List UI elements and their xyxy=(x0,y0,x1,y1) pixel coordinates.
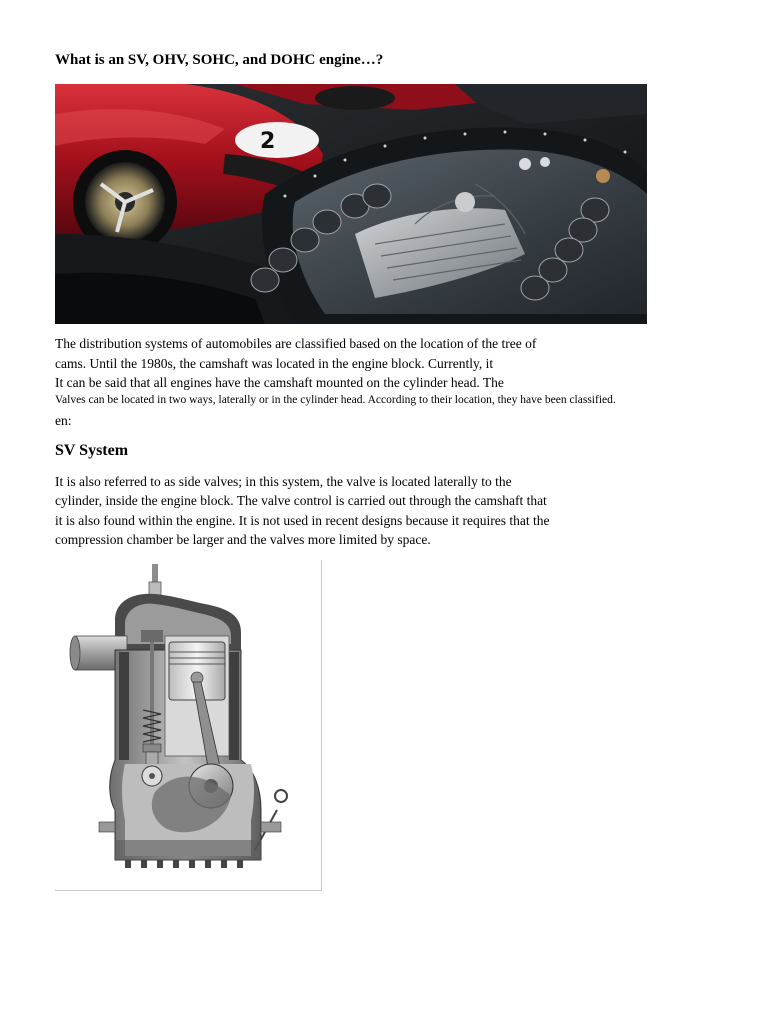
intro-line-4: Valves can be located in two ways, laterally or in the cylinder head. According to their location, they have been classified. xyxy=(55,394,616,406)
intro-line-2: cams. Until the 1980s, the camshaft was located in the engine block. Currently, it xyxy=(55,356,494,371)
sv-line-2: cylinder, inside the engine block. The valve control is carried out through the camshaft that xyxy=(55,493,547,508)
sv-section-heading: SV System xyxy=(55,442,129,459)
page-title: What is an SV, OHV, SOHC, and DOHC engine…? xyxy=(55,52,384,68)
sv-engine-diagram xyxy=(55,560,322,891)
intro-line-3: It can be said that all engines have the camshaft mounted on the cylinder head. The xyxy=(55,375,504,390)
sv-line-3: it is also found within the engine. It is not used in recent designs because it requires that the xyxy=(55,513,550,528)
race-number: 2 xyxy=(260,129,276,154)
intro-line-1: The distribution systems of automobiles are classified based on the location of the tree of xyxy=(55,336,537,351)
race-car-engine-photo xyxy=(55,84,647,324)
sv-line-4: compression chamber be larger and the valves more limited by space. xyxy=(55,532,431,547)
intro-line-5: en: xyxy=(55,413,72,428)
sv-line-1: It is also referred to as side valves; in this system, the valve is located laterally to the xyxy=(55,474,512,489)
